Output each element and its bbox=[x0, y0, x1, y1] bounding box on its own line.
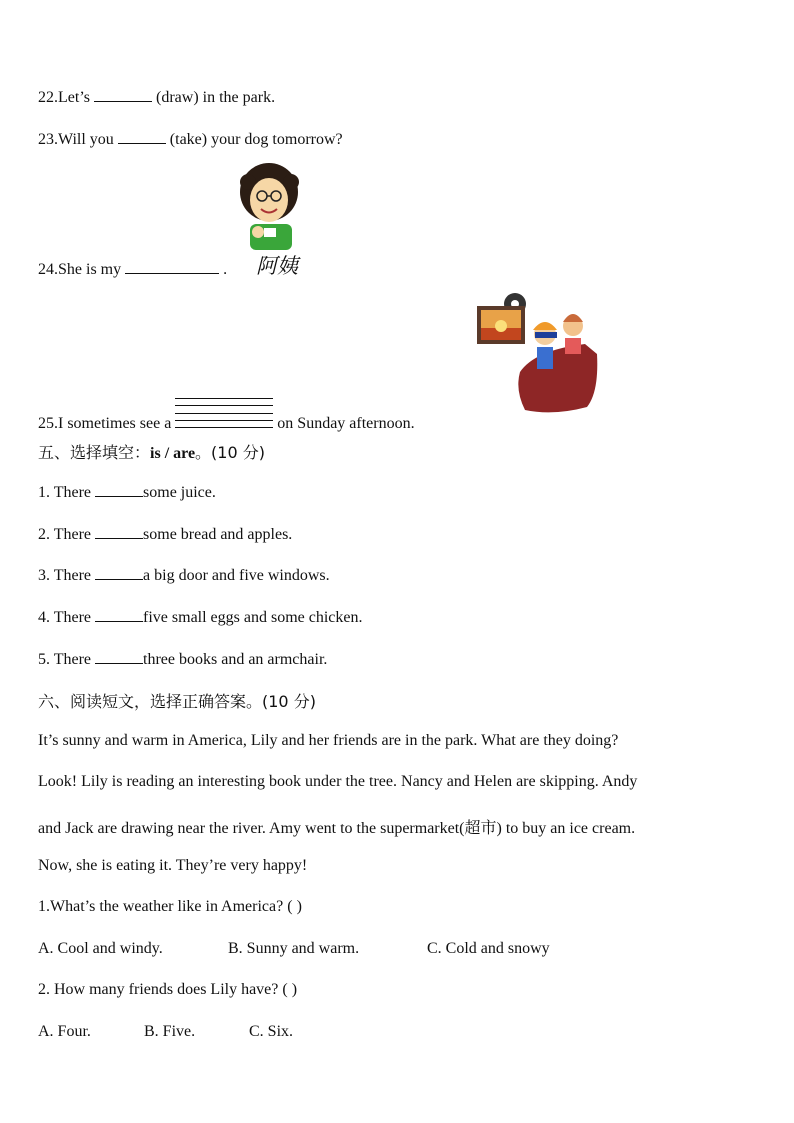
passage-line-1: It’s sunny and warm in America, Lily and her friends are in the park. What are they doing? bbox=[38, 732, 619, 749]
item-text-after: five small eggs and some chicken. bbox=[143, 609, 363, 626]
section5-title-score: 。(10 分) bbox=[195, 443, 265, 462]
item-text-after: a big door and five windows. bbox=[143, 567, 330, 584]
section5-title-cn: 五、选择填空： bbox=[38, 443, 151, 462]
question-22 bbox=[38, 87, 275, 107]
item-text-before: 3. There bbox=[38, 567, 92, 584]
question-23 bbox=[38, 129, 343, 149]
item-text-after: some juice. bbox=[143, 484, 216, 501]
aunt-chinese-label: 阿姨 bbox=[256, 254, 298, 278]
section5-title bbox=[38, 440, 265, 463]
cinema-illustration bbox=[475, 292, 600, 414]
q22-text-before: 22.Let’s bbox=[38, 89, 90, 106]
item-text-before: 4. There bbox=[38, 609, 92, 626]
option-a[interactable]: A. Four. bbox=[38, 1023, 91, 1040]
q25-text-before: 25.I sometimes see a bbox=[38, 415, 172, 432]
option-a[interactable]: A. Cool and windy. bbox=[38, 940, 163, 957]
question-24 bbox=[38, 259, 227, 279]
q24-text-after: . bbox=[223, 261, 228, 278]
reading-q2-options bbox=[38, 1023, 293, 1041]
item-blank[interactable] bbox=[95, 649, 143, 664]
item-text-after: some bread and apples. bbox=[143, 526, 293, 543]
section5-item-2 bbox=[38, 524, 292, 544]
aunt-icon bbox=[236, 162, 316, 252]
passage-line-2: Look! Lily is reading an interesting book under the tree. Nancy and Helen are skipping. Andy bbox=[38, 773, 638, 790]
option-c[interactable]: C. Cold and snowy bbox=[427, 940, 550, 957]
q22-blank[interactable] bbox=[94, 87, 152, 102]
item-blank[interactable] bbox=[95, 607, 143, 622]
section5-item-1 bbox=[38, 482, 216, 502]
option-b[interactable]: B. Sunny and warm. bbox=[228, 940, 360, 957]
q23-text-after: (take) your dog tomorrow? bbox=[169, 131, 343, 148]
question-25 bbox=[38, 398, 415, 433]
section5-item-4 bbox=[38, 607, 363, 627]
section5-item-5 bbox=[38, 649, 327, 669]
section5-item-3 bbox=[38, 565, 330, 585]
q25-text-after: on Sunday afternoon. bbox=[277, 415, 415, 432]
item-text-after: three books and an armchair. bbox=[143, 651, 328, 668]
passage-line-3: and Jack are drawing near the river. Amy went to the supermarket(超市) to buy an ice cream. bbox=[38, 820, 636, 837]
item-blank[interactable] bbox=[95, 565, 143, 580]
item-blank[interactable] bbox=[95, 524, 143, 539]
reading-question-1: 1.What’s the weather like in America? ( ) bbox=[38, 898, 302, 915]
reading-question-2: 2. How many friends does Lily have? ( ) bbox=[38, 981, 298, 998]
section6-title bbox=[38, 689, 316, 712]
option-c[interactable]: C. Six. bbox=[249, 1023, 294, 1040]
passage-line-4: Now, she is eating it. They’re very happy! bbox=[38, 857, 308, 874]
item-text-before: 5. There bbox=[38, 651, 92, 668]
option-b[interactable]: B. Five. bbox=[144, 1023, 196, 1040]
section6-title-text: 六、阅读短文，选择正确答案。(10 分) bbox=[38, 692, 316, 711]
aunt-illustration bbox=[236, 162, 316, 280]
q23-blank[interactable] bbox=[118, 129, 166, 144]
item-text-before: 2. There bbox=[38, 526, 92, 543]
q23-text-before: 23.Will you bbox=[38, 131, 114, 148]
reading-q1-options bbox=[38, 940, 550, 958]
item-text-before: 1. There bbox=[38, 484, 92, 501]
q25-blank-lines[interactable] bbox=[175, 398, 273, 428]
section5-title-en: is / are bbox=[150, 445, 196, 462]
q24-text-before: 24.She is my bbox=[38, 261, 122, 278]
q24-blank[interactable] bbox=[125, 259, 219, 274]
q22-text-after: (draw) in the park. bbox=[156, 89, 276, 106]
film-icon bbox=[475, 292, 600, 414]
item-blank[interactable] bbox=[95, 482, 143, 497]
